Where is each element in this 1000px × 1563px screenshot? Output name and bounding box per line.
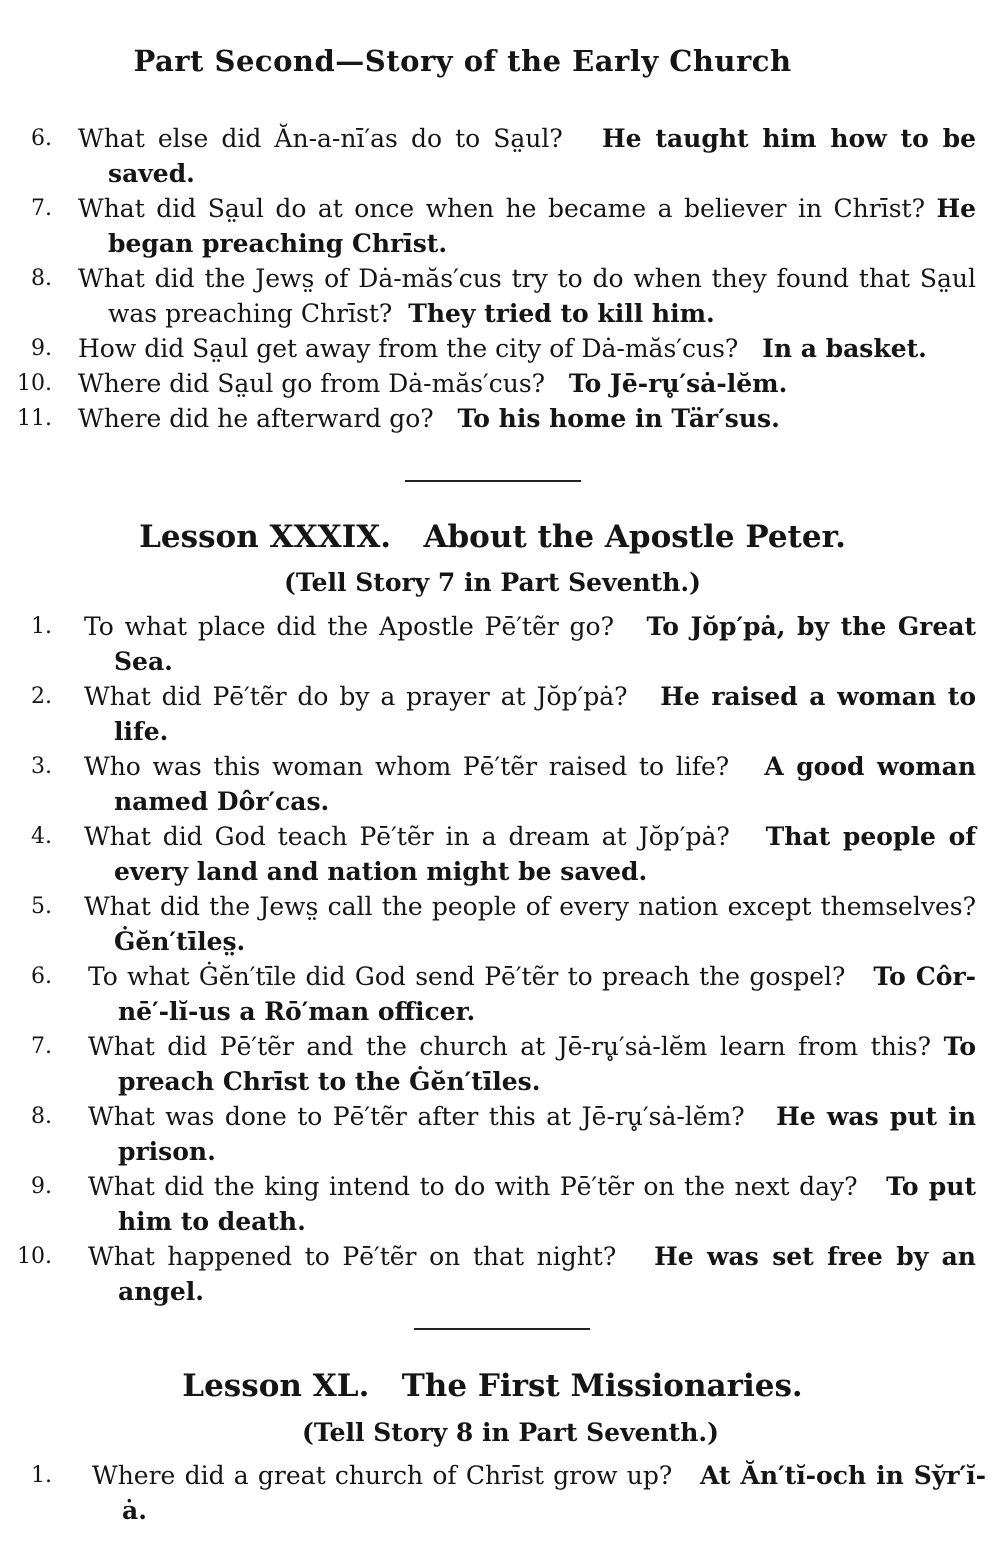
answer-text: He raised a woman to life. [114,682,976,746]
question-number: 1. [31,614,52,639]
answer-text: They tried to kill him. [408,299,715,328]
question-number: 8. [31,1104,52,1129]
question-item [0,1029,1000,1099]
question-item [0,366,1000,401]
running-head: Part Second—Story of the Early Church [133,44,792,78]
question-number: 10. [17,371,52,396]
answer-text: That people of every land and nation might be saved. [114,822,976,886]
question-list-continued [0,121,1000,436]
question-number: 1. [31,1463,52,1488]
question-item [0,679,1000,749]
answer-text: He was put in prison. [118,1102,976,1166]
question-number: 9. [31,1174,52,1199]
answer-text: To his home in Tär′sus. [457,404,780,433]
question-number: 8. [31,266,52,291]
answer-text: A good woman named Dôr′cas. [114,752,976,816]
question-text: What else did Ăn-a-nī′as do to Sa̤ul? [78,124,563,153]
section-divider [405,480,581,482]
question-item [0,749,1000,819]
answer-text: To put him to death. [118,1172,976,1236]
question-number: 2. [31,684,52,709]
question-item [0,331,1000,366]
question-item [0,959,1000,1029]
question-list-lesson-39 [0,609,1000,1309]
question-number: 5. [31,894,52,919]
question-text: Where did a great church of Chrīst grow up? [92,1461,673,1490]
question-text: Where did Sa̤ul go from Dȧ-măs′cus? [78,369,546,398]
question-number: 7. [31,1034,52,1059]
answer-text: At Ăn′tĭ-och in Sy̆r′ĭ-ȧ. [122,1461,986,1525]
answer-text: To Jŏp′pȧ, by the Great Sea. [114,612,976,676]
question-text: What did the Jews̤ call the people of every nation except themselves? [84,892,976,921]
question-text: What did Sa̤ul do at once when he became a believer in Chrīst? [78,194,925,223]
question-text: What did Pē′tẽr and the church at Jē-ru̥′sȧ-lĕm learn from this? [88,1032,932,1061]
question-item [0,609,1000,679]
question-text: What did God teach Pē′tẽr in a dream at Jŏp′pȧ? [84,822,730,851]
question-text: What happened to Pē′tẽr on that night? [88,1242,617,1271]
question-number: 10. [17,1244,52,1269]
question-item [0,401,1000,436]
question-text: What did the Jews̤ of Dȧ-măs′cus try to do when they found that Sa̤ul was preaching Chrīst? [78,264,976,328]
question-list-lesson-40 [0,1458,1000,1525]
question-item [0,191,1000,261]
lesson-title: Lesson XL. The First Missionaries. [182,1368,803,1404]
question-item [0,1458,1000,1525]
lesson-note: (Tell Story 7 in Part Seventh.) [284,568,701,597]
answer-text: To preach Chrīst to the Ġĕn′tīles. [118,1032,976,1096]
answer-text: He taught him how to be saved. [108,124,976,188]
question-text: To what Ġĕn′tīle did God send Pē′tẽr to preach the gospel? [88,962,846,991]
question-number: 6. [31,126,52,151]
question-item [0,1099,1000,1169]
answer-text: To Côr-nē′-lĭ-us a Rō′man officer. [118,962,976,1026]
question-number: 3. [31,754,52,779]
question-text: What did Pē′tẽr do by a prayer at Jŏp′pȧ? [84,682,628,711]
question-item [0,819,1000,889]
question-number: 6. [31,964,52,989]
question-number: 9. [31,336,52,361]
question-text: What did the king intend to do with Pē′tẽr on the next day? [88,1172,858,1201]
question-text: What was done to Pē′tẽr after this at Jē-ru̥′sȧ-lĕm? [88,1102,745,1131]
question-number: 7. [31,196,52,221]
answer-text: He began preaching Chrīst. [108,194,976,258]
answer-text: In a basket. [762,334,927,363]
answer-text: Ġĕn′tīles̤. [114,927,246,956]
section-divider [414,1328,590,1330]
question-number: 11. [17,406,52,431]
question-text: Where did he afterward go? [78,404,434,433]
question-item [0,1169,1000,1239]
question-item [0,1239,1000,1309]
answer-text: He was set free by an angel. [118,1242,976,1306]
question-item [0,121,1000,191]
question-item [0,261,1000,331]
answer-text: To Jē-ru̥′sȧ-lĕm. [568,369,788,398]
lesson-title: Lesson XXXIX. About the Apostle Peter. [139,519,846,555]
question-number: 4. [31,824,52,849]
question-item [0,889,1000,959]
lesson-note: (Tell Story 8 in Part Seventh.) [302,1418,719,1447]
question-text: To what place did the Apostle Pē′tẽr go? [84,612,614,641]
question-text: How did Sa̤ul get away from the city of Dȧ-măs′cus? [78,334,739,363]
question-text: Who was this woman whom Pē′tẽr raised to life? [84,752,730,781]
